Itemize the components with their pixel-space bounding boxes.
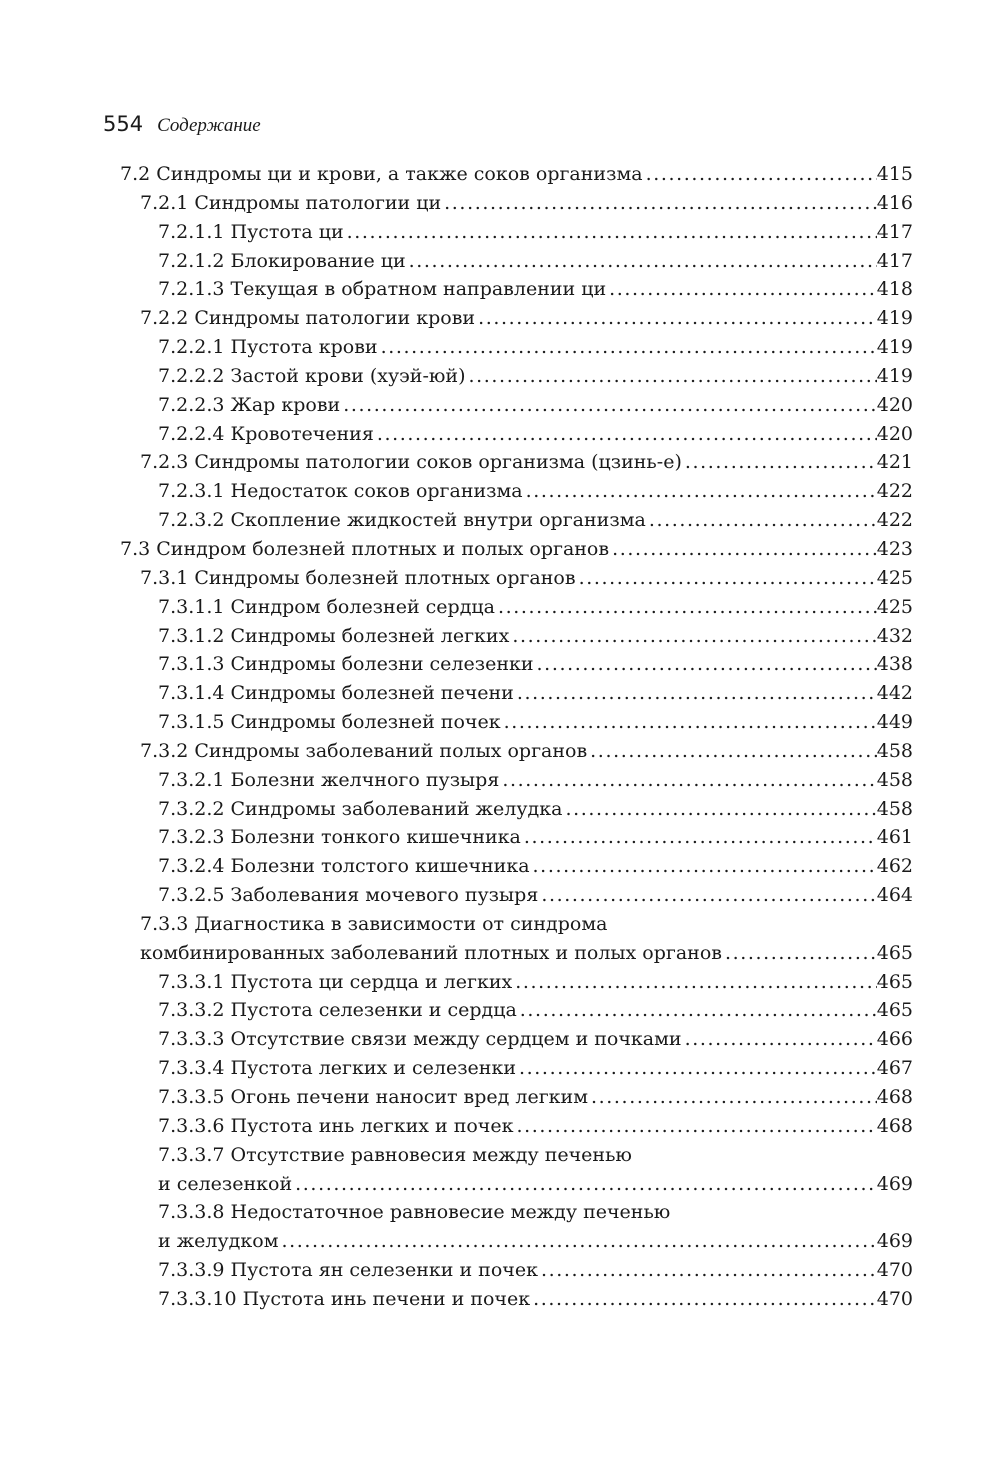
toc-entry[interactable] bbox=[120, 247, 913, 276]
dot-leader bbox=[406, 247, 877, 276]
dot-leader bbox=[517, 996, 877, 1025]
toc-entry-page: 462 bbox=[876, 855, 913, 878]
dot-leader bbox=[587, 737, 877, 766]
toc-entry-title: 7.2.1.1 Пустота ци bbox=[158, 220, 344, 243]
dot-leader bbox=[516, 1054, 877, 1083]
toc-entry[interactable] bbox=[120, 1054, 913, 1083]
toc-entry-title: 7.3 Синдром болезней плотных и полых органов bbox=[120, 537, 610, 560]
toc-entry-page: 419 bbox=[876, 336, 913, 359]
dot-leader bbox=[682, 448, 877, 477]
toc-entry-page: 438 bbox=[876, 653, 913, 676]
toc-entry-page: 419 bbox=[876, 364, 913, 387]
toc-entry[interactable] bbox=[120, 448, 913, 477]
toc-entry[interactable] bbox=[120, 1083, 913, 1112]
toc-entry[interactable] bbox=[120, 1227, 913, 1256]
toc-entry[interactable] bbox=[120, 968, 913, 997]
toc-entry[interactable] bbox=[120, 881, 913, 910]
toc-entry-title: 7.2.2.2 Застой крови (хуэй-юй) bbox=[158, 364, 466, 387]
toc-entry-title: 7.2.2.4 Кровотечения bbox=[158, 422, 374, 445]
toc-entry-page: 470 bbox=[876, 1259, 913, 1282]
toc-entry-page: 432 bbox=[876, 624, 913, 647]
dot-leader bbox=[278, 1227, 876, 1256]
toc-entry[interactable] bbox=[120, 275, 913, 304]
dot-leader bbox=[562, 795, 876, 824]
toc-entry[interactable] bbox=[120, 420, 913, 449]
toc-entry-title: 7.3.2.2 Синдромы заболеваний желудка bbox=[158, 797, 563, 820]
toc-entry-page: 422 bbox=[876, 509, 913, 532]
toc-entry[interactable] bbox=[120, 622, 913, 651]
toc-entry-title: 7.3.3.6 Пустота инь легких и почек bbox=[158, 1114, 514, 1137]
toc-entry-page: 465 bbox=[876, 999, 913, 1022]
toc-entry[interactable] bbox=[120, 564, 913, 593]
dot-leader bbox=[509, 622, 876, 651]
toc-entry[interactable] bbox=[120, 795, 913, 824]
dot-leader bbox=[530, 1285, 877, 1314]
dot-leader bbox=[514, 1112, 877, 1141]
toc-entry-page: 467 bbox=[876, 1057, 913, 1080]
toc-entry-title: 7.3.3 Диагностика в зависимости от синдрома bbox=[140, 912, 608, 935]
toc-entry-title: 7.3.3.2 Пустота селезенки и сердца bbox=[158, 999, 517, 1022]
dot-leader bbox=[534, 650, 877, 679]
toc-entry-title: 7.2.3.2 Скопление жидкостей внутри организма bbox=[158, 509, 646, 532]
toc-entry-title: и селезенкой bbox=[158, 1172, 293, 1195]
dot-leader bbox=[643, 160, 877, 189]
toc-entry[interactable] bbox=[120, 535, 913, 564]
toc-entry-title: 7.3.2.4 Болезни толстого кишечника bbox=[158, 855, 530, 878]
toc-entry-title: 7.3.1.2 Синдромы болезней легких bbox=[158, 624, 510, 647]
toc-entry-page: 418 bbox=[876, 278, 913, 301]
toc-entry-page: 425 bbox=[876, 566, 913, 589]
dot-leader bbox=[646, 506, 877, 535]
toc-entry-page: 469 bbox=[876, 1172, 913, 1195]
dot-leader bbox=[512, 968, 877, 997]
dot-leader bbox=[378, 333, 877, 362]
dot-leader bbox=[466, 362, 877, 391]
toc-entry-page: 468 bbox=[876, 1114, 913, 1137]
toc-entry[interactable] bbox=[120, 823, 913, 852]
dot-leader bbox=[374, 420, 877, 449]
toc-entry-page: 470 bbox=[876, 1287, 913, 1310]
toc-entry[interactable] bbox=[120, 160, 913, 189]
toc-entry-title: и желудком bbox=[158, 1230, 279, 1253]
page-header bbox=[103, 112, 261, 142]
toc-entry[interactable] bbox=[120, 708, 913, 737]
toc-entry-title: 7.2.2.1 Пустота крови bbox=[158, 336, 378, 359]
toc-entry[interactable] bbox=[120, 593, 913, 622]
toc-entry-page: 464 bbox=[876, 884, 913, 907]
toc-entry-title: 7.3.1.4 Синдромы болезней печени bbox=[158, 682, 514, 705]
toc-entry-page: 466 bbox=[876, 1028, 913, 1051]
toc-entry[interactable] bbox=[120, 650, 913, 679]
dot-leader bbox=[340, 391, 877, 420]
toc-entry-page: 461 bbox=[876, 826, 913, 849]
toc-entry-title: 7.3.1.3 Синдромы болезни селезенки bbox=[158, 653, 534, 676]
toc-entry-title: 7.2.2.3 Жар крови bbox=[158, 393, 341, 416]
dot-leader bbox=[521, 823, 877, 852]
toc-entry[interactable] bbox=[120, 939, 913, 968]
toc-entry-title: 7.2.3 Синдромы патологии соков организма (цзинь-е) bbox=[140, 451, 682, 474]
toc-entry[interactable] bbox=[120, 1141, 913, 1170]
toc-entry[interactable] bbox=[120, 996, 913, 1025]
toc-entry[interactable] bbox=[120, 506, 913, 535]
toc-entry[interactable] bbox=[120, 679, 913, 708]
dot-leader bbox=[538, 881, 876, 910]
toc-entry-page: 465 bbox=[876, 941, 913, 964]
dot-leader bbox=[441, 189, 877, 218]
toc-entry[interactable] bbox=[120, 737, 913, 766]
toc-entry[interactable] bbox=[120, 391, 913, 420]
dot-leader bbox=[514, 679, 877, 708]
toc-entry-page: 420 bbox=[876, 422, 913, 445]
dot-leader bbox=[588, 1083, 877, 1112]
toc-entry-title: 7.3.2.5 Заболевания мочевого пузыря bbox=[158, 884, 539, 907]
toc-entry[interactable] bbox=[120, 218, 913, 247]
toc-entry-title: 7.3.3.8 Недостаточное равновесие между печенью bbox=[158, 1201, 671, 1224]
dot-leader bbox=[475, 304, 877, 333]
toc-entry-title: 7.3.2 Синдромы заболеваний полых органов bbox=[140, 739, 588, 762]
toc-entry-title: 7.3.2.3 Болезни тонкого кишечника bbox=[158, 826, 521, 849]
toc-entry-page: 442 bbox=[876, 682, 913, 705]
toc-entry[interactable] bbox=[120, 304, 913, 333]
dot-leader bbox=[292, 1170, 877, 1199]
toc-entry-title: 7.3.3.7 Отсутствие равновесия между печенью bbox=[158, 1143, 632, 1166]
dot-leader bbox=[538, 1256, 877, 1285]
toc-entry-title: 7.3.1.1 Синдром болезней сердца bbox=[158, 595, 495, 618]
dot-leader bbox=[530, 852, 877, 881]
toc-entry-page: 416 bbox=[876, 191, 913, 214]
running-title: Содержание bbox=[157, 115, 261, 136]
dot-leader bbox=[609, 535, 877, 564]
toc-entry-title: 7.2.1.2 Блокирование ци bbox=[158, 249, 406, 272]
toc-entry-title: 7.3.3.9 Пустота ян селезенки и почек bbox=[158, 1259, 538, 1282]
dot-leader bbox=[606, 275, 877, 304]
toc-entry-title: 7.2.3.1 Недостаток соков организма bbox=[158, 480, 523, 503]
toc-entry-page: 422 bbox=[876, 480, 913, 503]
toc-entry-page: 468 bbox=[876, 1086, 913, 1108]
toc-entry-title: 7.3.3.1 Пустота ци сердца и легких bbox=[158, 970, 513, 993]
toc-entry-title: комбинированных заболеваний плотных и полых органов bbox=[140, 941, 722, 964]
toc-entry-title: 7.3.3.10 Пустота инь печени и почек bbox=[158, 1287, 531, 1310]
toc-entry-page: 417 bbox=[876, 249, 913, 272]
toc-entry-page: 449 bbox=[876, 711, 913, 734]
toc-entry[interactable] bbox=[120, 1198, 913, 1227]
dot-leader bbox=[576, 564, 877, 593]
toc-entry[interactable] bbox=[120, 852, 913, 881]
toc-entry-page: 458 bbox=[876, 768, 913, 791]
toc-entry-page: 458 bbox=[876, 739, 913, 762]
dot-leader bbox=[499, 766, 876, 795]
toc-entry[interactable] bbox=[120, 1025, 913, 1054]
dot-leader bbox=[722, 939, 877, 968]
toc-entry[interactable] bbox=[120, 1285, 913, 1314]
toc-entry-title: 7.3.2.1 Болезни желчного пузыря bbox=[158, 768, 500, 791]
dot-leader bbox=[344, 218, 877, 247]
toc-entry-title: 7.3.1.5 Синдромы болезней почек bbox=[158, 711, 501, 734]
toc-entry-page: 417 bbox=[876, 220, 913, 243]
toc-entry[interactable] bbox=[120, 1256, 913, 1285]
dot-leader bbox=[682, 1025, 877, 1054]
toc-entry-page: 420 bbox=[876, 393, 913, 416]
toc-entry[interactable] bbox=[120, 766, 913, 795]
toc-entry-title: 7.2.2 Синдромы патологии крови bbox=[140, 307, 476, 330]
dot-leader bbox=[501, 708, 877, 737]
toc-entry-page: 423 bbox=[876, 537, 913, 560]
dot-leader bbox=[495, 593, 877, 622]
toc-entry-title: 7.3.3.5 Огонь печени наносит вред легким bbox=[158, 1086, 588, 1108]
toc-entry[interactable] bbox=[120, 362, 913, 391]
toc-entry-page: 419 bbox=[876, 307, 913, 330]
toc-entry-title: 7.2 Синдромы ци и крови, а также соков организма bbox=[120, 163, 643, 185]
toc-entry-page: 458 bbox=[876, 797, 913, 820]
page-number: 554 bbox=[103, 112, 144, 136]
toc-entry-page: 425 bbox=[876, 595, 913, 618]
toc-entry[interactable] bbox=[120, 189, 913, 218]
toc-entry-page: 421 bbox=[876, 451, 913, 474]
toc-entry-page: 465 bbox=[876, 970, 913, 993]
toc-entry[interactable] bbox=[120, 1170, 913, 1199]
toc-entry-title: 7.3.3.3 Отсутствие связи между сердцем и почками bbox=[158, 1028, 682, 1051]
toc-entry-title: 7.3.1 Синдромы болезней плотных органов bbox=[140, 566, 576, 589]
dot-leader bbox=[523, 477, 877, 506]
toc-entry-title: 7.2.1 Синдромы патологии ци bbox=[140, 191, 442, 214]
toc-entry[interactable] bbox=[120, 1112, 913, 1141]
toc-entry-title: 7.3.3.4 Пустота легких и селезенки bbox=[158, 1057, 517, 1080]
toc-entry[interactable] bbox=[120, 910, 913, 939]
toc-entry-title: 7.2.1.3 Текущая в обратном направлении ци bbox=[158, 278, 607, 301]
toc-entry-page: 469 bbox=[876, 1230, 913, 1253]
table-of-contents bbox=[120, 160, 913, 1314]
toc-entry[interactable] bbox=[120, 333, 913, 362]
toc-entry-page: 415 bbox=[876, 163, 913, 185]
toc-entry[interactable] bbox=[120, 477, 913, 506]
